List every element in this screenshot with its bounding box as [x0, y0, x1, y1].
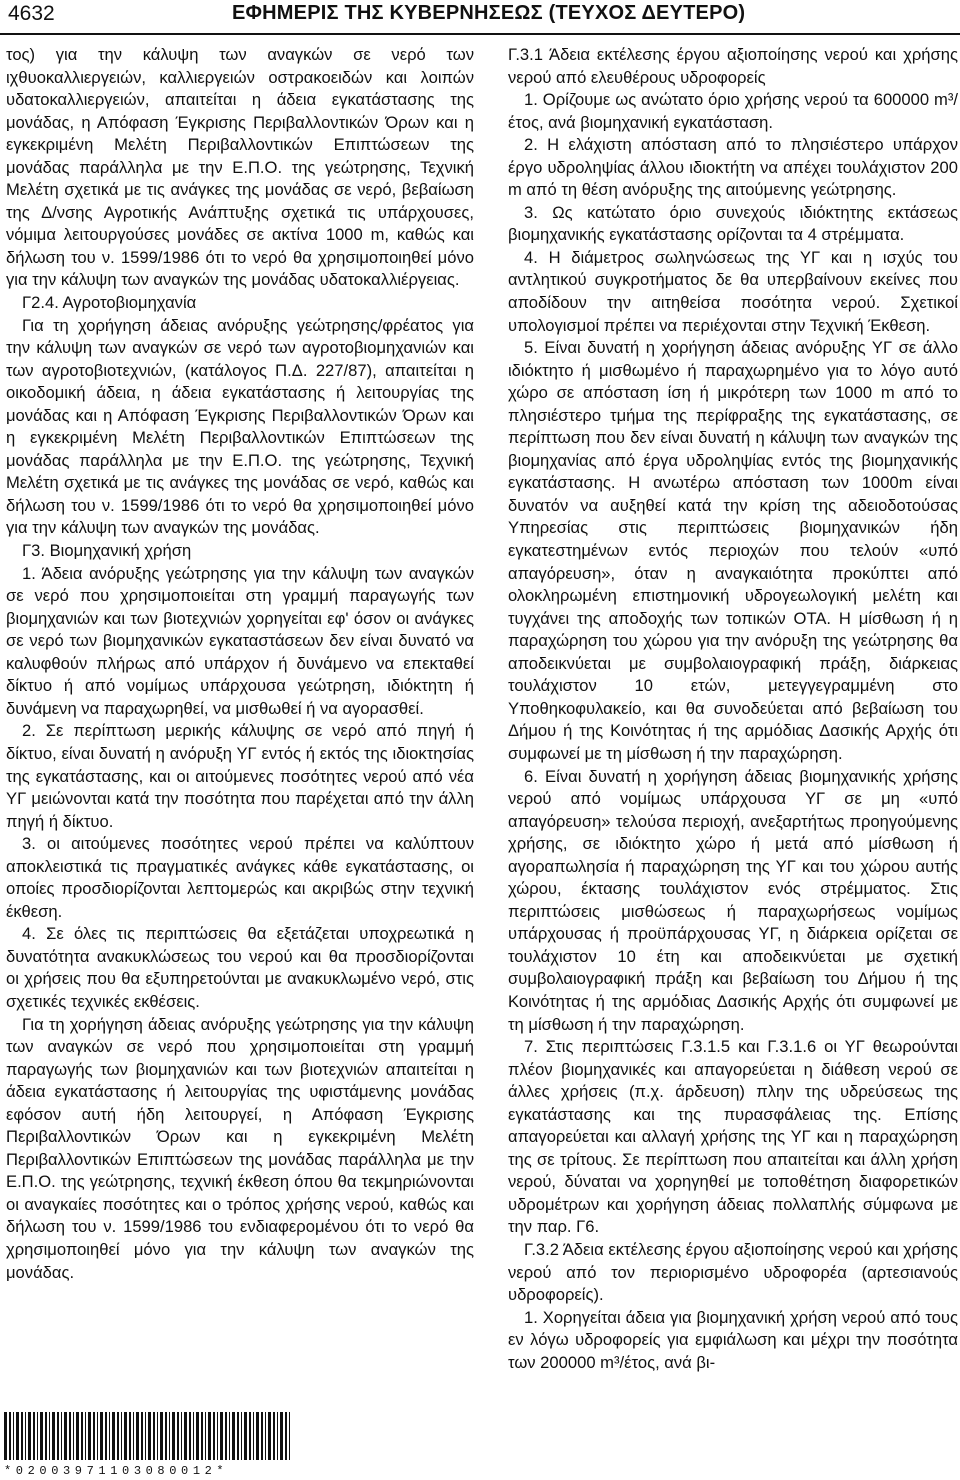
barcode-bar [141, 1412, 143, 1460]
section-heading: Γ3. Βιομηχανική χρήση [22, 541, 192, 561]
barcode-bar [112, 1412, 115, 1460]
left-column [6, 44, 474, 1284]
barcode-bar [253, 1412, 254, 1460]
barcode-bar [37, 1412, 38, 1460]
barcode-bar [121, 1412, 122, 1460]
barcode-number: *02003971103080012* [4, 1464, 229, 1478]
barcode-bar [208, 1412, 211, 1460]
barcode-bar [277, 1412, 278, 1460]
barcode-bar [232, 1412, 235, 1460]
paragraph: 3. οι αιτούμενες ποσότητες νερού πρέπει να καλύπτουν αποκλειστικά τις πραγματικές ανάγκες κάθε εγκατάστασης, οι οποίες προσδιορίζονται λεπτομερώς και ακριβώς στην τεχνική έκθεση. [6, 834, 474, 921]
page-header [0, 0, 960, 34]
barcode-bar [117, 1412, 119, 1460]
barcode-bar [64, 1412, 67, 1460]
barcode-bar [205, 1412, 206, 1460]
barcode-bar [196, 1412, 199, 1460]
paragraph: Για τη χορήγηση άδειας ανόρυξης γεώτρησης/φρέατος για την κάλυψη των αναγκών σε νερό των αγροτοβιομηχανιών και των αγροτοβιοτεχνιών, (κατάλογος Π.Δ. 227/87), απαιτείται η οικοδομική άδεια, η άδεια εγκατάστασης ή λειτουργίας της μονάδας και η Απόφαση Έγκρισης Περιβαλλοντικών Όρων και η εγκεκριμένη Μελέτη Περιβαλλοντικών Επιπτώσεων της μονάδας παράλληλα με την Ε.Π.Ο. της γεώτρησης, Τεχνική Μελέτη σχετικά με τις ανάγκες της μονάδας σε νερό, καθώς και δήλωση του ν. 1599/1986 ότι το νερό θα χρησιμοποιηθεί μόνο για την κάλυψη των αναγκών της μονάδας. [6, 315, 474, 538]
barcode-bar [225, 1412, 227, 1460]
barcode-bar [21, 1412, 23, 1460]
barcode-bar [105, 1412, 107, 1460]
barcode-bar [184, 1412, 187, 1460]
page-number: 4632 [8, 2, 55, 25]
barcode-bar [33, 1412, 35, 1460]
barcode-bar [193, 1412, 194, 1460]
barcode-bar [241, 1412, 242, 1460]
barcode-bar [13, 1412, 14, 1460]
barcode-bar [157, 1412, 158, 1460]
paragraph: 3. Ως κατώτατο όριο συνεχούς ιδιόκτητης εκτάσεως βιομηχανικής εγκατάστασης ορίζονται τα 4 στρέμματα. [508, 202, 958, 245]
barcode-bar [4, 1412, 7, 1460]
barcode-bar [145, 1412, 146, 1460]
barcode-bar [88, 1412, 91, 1460]
barcode-bar [153, 1412, 155, 1460]
barcode [4, 1412, 294, 1480]
barcode-bar [181, 1412, 182, 1460]
barcode-bar [249, 1412, 251, 1460]
barcode-bar [273, 1412, 275, 1460]
barcode-bar [280, 1412, 283, 1460]
barcode-bar [165, 1412, 167, 1460]
barcode-bar [213, 1412, 215, 1460]
paragraph: 2. Σε περίπτωση μερικής κάλυψης σε νερό από πηγή ή δίκτυο, είναι δυνατή η ανόρυξη ΥΓ εντός ή εκτός της ιδιοκτησίας της εγκατάστασης, και οι αιτούμενες ποσότητες νερού από νέα ΥΓ μειώνονται κατά την ποσότητα που παρέχεται από την άλλη πηγή ή δίκτυο. [6, 721, 474, 831]
barcode-bar [256, 1412, 259, 1460]
barcode-bar [268, 1412, 271, 1460]
barcode-bar [160, 1412, 163, 1460]
barcode-bar [237, 1412, 239, 1460]
paragraph: Για τη χορήγηση άδειας ανόρυξης γεώτρησης για την κάλυψη των αναγκών σε νερό που χρησιμοποιείται στη γραμμή παραγωγής των βιομηχανιών και των βιοτεχνιών απαιτείται η άδεια εγκατάστασης ή λειτουργίας της υφιστάμενης μονάδας εφόσον αυτή ήδη λειτουργεί, η Απόφαση Έγκρισης Περιβαλλοντικών Όρων και η εγκεκριμένη Μελέτη Περιβαλλοντικών Επιπτώσεων της μονάδας παράλληλα με την Ε.Π.Ο. της γεώτρησης, τεχνική έκθεση όπου θα τεκμηριώνονται οι αναγκαίες ποσότητες και ο τρόπος χρήσης νερού, καθώς και δήλωση του ν. 1599/1986 του ενδιαφερομένου ότι το νερό θα χρησιμοποιηθεί μόνο για την κάλυψη των αναγκών της μονάδας. [6, 1014, 474, 1282]
barcode-bar [136, 1412, 139, 1460]
paragraph: 2. Η ελάχιστη απόσταση από το πλησιέστερο υπάρχον έργο υδροληψίας άλλου ιδιοκτήτη να απέχει τουλάχιστον 200 m από τη θέση ανόρυξης της αιτούμενης γεώτρησης. [508, 135, 958, 200]
barcode-bar [189, 1412, 191, 1460]
barcode-bars [4, 1412, 294, 1462]
barcode-bar [289, 1412, 290, 1460]
barcode-bar [81, 1412, 83, 1460]
section-heading: Γ.3.1 Άδεια εκτέλεσης έργου αξιοποίησης νερού και χρήσης νερού από ελευθέρους υδροφορείς [508, 45, 958, 87]
barcode-bar [93, 1412, 95, 1460]
barcode-bar [217, 1412, 218, 1460]
paragraph: 1. Άδεια ανόρυξης γεώτρησης για την κάλυψη των αναγκών σε νερό που χρησιμοποιείται στη γραμμή παραγωγής των βιομηχανιών και των βιοτεχνιών χορηγείται εφ' όσον οι ανάγκες σε νερό των βιομηχανικών εγκαταστάσεων δεν είναι δυνατό να καλυφθούν πλήρως από υπάρχον ή δυνάμενο να επεκταθεί δίκτυο ή από νομίμως υπάρχουσα γεώτρηση, ιδιόκτητη ή δυνάμενη να παραχωρηθεί, να μισθωθεί ή να αγορασθεί. [6, 563, 474, 718]
barcode-bar [25, 1412, 26, 1460]
barcode-bar [109, 1412, 110, 1460]
barcode-bar [285, 1412, 287, 1460]
barcode-bar [148, 1412, 151, 1460]
barcode-bar [261, 1412, 263, 1460]
paragraph: 6. Είναι δυνατή η χορήγηση άδειας βιομηχανικής χρήσης νερού από νομίμως υπάρχουσα ΥΓ σε μη «υπό απαγόρευση» τελούσα περιοχή, ανεξαρτήτως προηγούμενης χρήσης, σε ιδιόκτητο χώρο ή μετά από μίσθωση ή αγοραπωλησία ή παραχώρηση της ΥΓ και του χώρου αυτής χώρου, έκτασης τουλάχιστον ενός στρέμματος. Στις περιπτώσεις μισθώσεως ή παραχωρήσεως νομίμως υπάρχουσας ή προϋπάρχουσας ΥΓ, η διάρκεια ορίζεται σε τουλάχιστον 10 έτη και αποδεικνύεται με σχετική συμβολαιογραφική πράξη και βεβαίωση του Δήμου ή της Κοινότητας ή της αρμόδιας Δασικής Αρχής ότι συμφωνεί με τη μίσθωση ή την παραχώρηση. [508, 766, 958, 1034]
paragraph: 1. Χορηγείται άδεια για βιομηχανική χρήση νερού από τους εν λόγω υδροφορείς για εμφιάλωση και μέχρι την ποσότητα των 200000 m³/έτος, ανά βι- [508, 1307, 958, 1372]
barcode-bar [45, 1412, 47, 1460]
barcode-bar [177, 1412, 179, 1460]
paragraph: 1. Ορίζουμε ως ανώτατο όριο χρήσης νερού τα 600000 m³/έτος, ανά βιομηχανική εγκατάσταση. [508, 90, 958, 132]
paragraph: 4. Η διάμετρος σωληνώσεως της ΥΓ και η ισχύς του αντλητικού συγκροτήματος δε θα υπερβαίνουν εκείνες που αποδίδουν την αιτηθείσα ποσότητα νερού. Σχετικοί υπολογισμοί πρέπει να περιέχονται στην Τεχνική Έκθεση. [508, 247, 958, 335]
section-heading: Γ2.4. Αγροτοβιομηχανία [22, 293, 197, 313]
barcode-bar [244, 1412, 247, 1460]
barcode-bar [73, 1412, 74, 1460]
paragraph: 7. Στις περιπτώσεις Γ.3.1.5 και Γ.3.1.6 οι ΥΓ θεωρούνται πλέον βιομηχανικές και απαγορεύεται η διάθεση νερού σε άλλες χρήσεις (π.χ. άρδευση) πλην της υδρεύσεως της εγκατάστασης και της πυρασφάλειας της. Επίσης απαγορεύεται και αλλαγή χρήσης της ΥΓ και η παραχώρηση της σε τρίτους. Σε περίπτωση που απαιτείται και άλλη χρήση νερού, δύναται να χορηγηθεί με τοποθέτηση διαφορετικών υδρομέτρων και χορήγηση άδειας πολλαπλής σύμφωνα με την παρ. Γ6. [508, 1037, 958, 1237]
barcode-bar [172, 1412, 175, 1460]
barcode-bar [9, 1412, 11, 1460]
barcode-bar [61, 1412, 62, 1460]
barcode-bar [76, 1412, 79, 1460]
barcode-bar [16, 1412, 19, 1460]
barcode-bar [100, 1412, 103, 1460]
right-column [508, 44, 958, 1374]
paragraph: 4. Σε όλες τις περιπτώσεις θα εξετάζεται υποχρεωτικά η δυνατότητα ανακυκλώσεως του νερού και θα προσδιορίζονται οι χρήσεις που θα εξυπηρετούνται με ανακυκλωμένο νερό, στις σχετικές τεχνικές εκθέσεις. [6, 924, 474, 1011]
barcode-bar [133, 1412, 134, 1460]
paragraph: τος) για την κάλυψη των αναγκών σε νερό των ιχθυοκαλλιεργειών, καλλιεργειών οστρακοειδών και λοιπών υδατοκαλλιεργειών, απαιτείται η άδεια εγκατάστασης της μονάδας, η Απόφαση Έγκρισης Περιβαλλοντικών Όρων και η εγκεκριμένη Μελέτη Περιβαλλοντικών Επιπτώσεων της μονάδας παράλληλα με την Ε.Π.Ο. της γεώτρησης, Τεχνική Μελέτη σχετικά με τις ανάγκες της μονάδας σε νερό, βεβαίωση της Δ/νσης Αγροτικής Ανάπτυξης σχετικά τις υπάρχουσες, νόμιμα λειτουργούσες μονάδες σε ακτίνα 1000 m, καθώς και δήλωση του ν. 1599/1986 ότι το νερό θα χρησιμοποιηθεί μόνο για την κάλυψη των αναγκών της μονάδας υδατοκαλλιέργειας. [6, 45, 474, 290]
barcode-bar [57, 1412, 59, 1460]
barcode-bar [129, 1412, 131, 1460]
barcode-bar [229, 1412, 230, 1460]
barcode-bar [28, 1412, 31, 1460]
paragraph: 5. Είναι δυνατή η χορήγηση άδειας ανόρυξης ΥΓ σε άλλο ιδιόκτητο ή μισθωμένο ή παραχωρημένο για το λόγο αυτό χώρο σε απόσταση ίση ή μικρότερη των 1000 m από το πλησιέστερο τμήμα της περίφραξης της εγκατάστασης, σε περίπτωση που δεν είναι δυνατή η κάλυψη των αναγκών της βιομηχανίας από έργα υδροληψίας εντός της βιομηχανικής εγκατάστασης. Η ανωτέρω απόσταση των 1000m είναι δυνατόν να αυξηθεί κατά την κρίση της αδειοδοτούσας Υπηρεσίας στις περιπτώσεις βιομηχανικών ήδη εγκατεστημένων εντός περιοχών που τελούν «υπό απαγόρευση», όταν η αναγκαιότητα προκύπτει από ολοκληρωμένη επιστημονική υδρογεωλογική μελέτη και τυγχάνει της αποδοχής των τοπικών ΟΤΑ. Η μίσθωση ή η παραχώρηση του χώρου για την ανόρυξη της γεώτρησης θα αποδεικνύεται με συμβολαιογραφική πράξη, διάρκειας τουλάχιστον 10 ετών, μετεγγεγραμμένη στο Υποθηκοφυλακείο, και θα συνοδεύεται από βεβαίωση του Δήμου ή της Κοινότητας ή της αρμόδιας Δασικής Αρχής ότι συμφωνεί με τη μίσθωση ή την παραχώρηση. [508, 338, 958, 763]
barcode-bar [169, 1412, 170, 1460]
barcode-bar [40, 1412, 43, 1460]
barcode-bar [97, 1412, 98, 1460]
header-rule [0, 33, 960, 35]
section-heading: Γ.3.2 Άδεια εκτέλεσης έργου αξιοποίησης νερού και χρήσης νερού από τον περιορισμένο υδροφορέα (αρτεσιανούς υδροφορείς). [508, 1239, 958, 1305]
barcode-bar [265, 1412, 266, 1460]
barcode-bar [220, 1412, 223, 1460]
barcode-bar [124, 1412, 127, 1460]
barcode-bar [69, 1412, 71, 1460]
barcode-bar [49, 1412, 50, 1460]
barcode-bar [85, 1412, 86, 1460]
barcode-bar [201, 1412, 203, 1460]
gazette-title: ΕΦΗΜΕΡΙΣ ΤΗΣ ΚΥΒΕΡΝΗΣΕΩΣ (ΤΕΥΧΟΣ ΔΕΥΤΕΡΟ) [232, 2, 746, 24]
barcode-bar [52, 1412, 55, 1460]
